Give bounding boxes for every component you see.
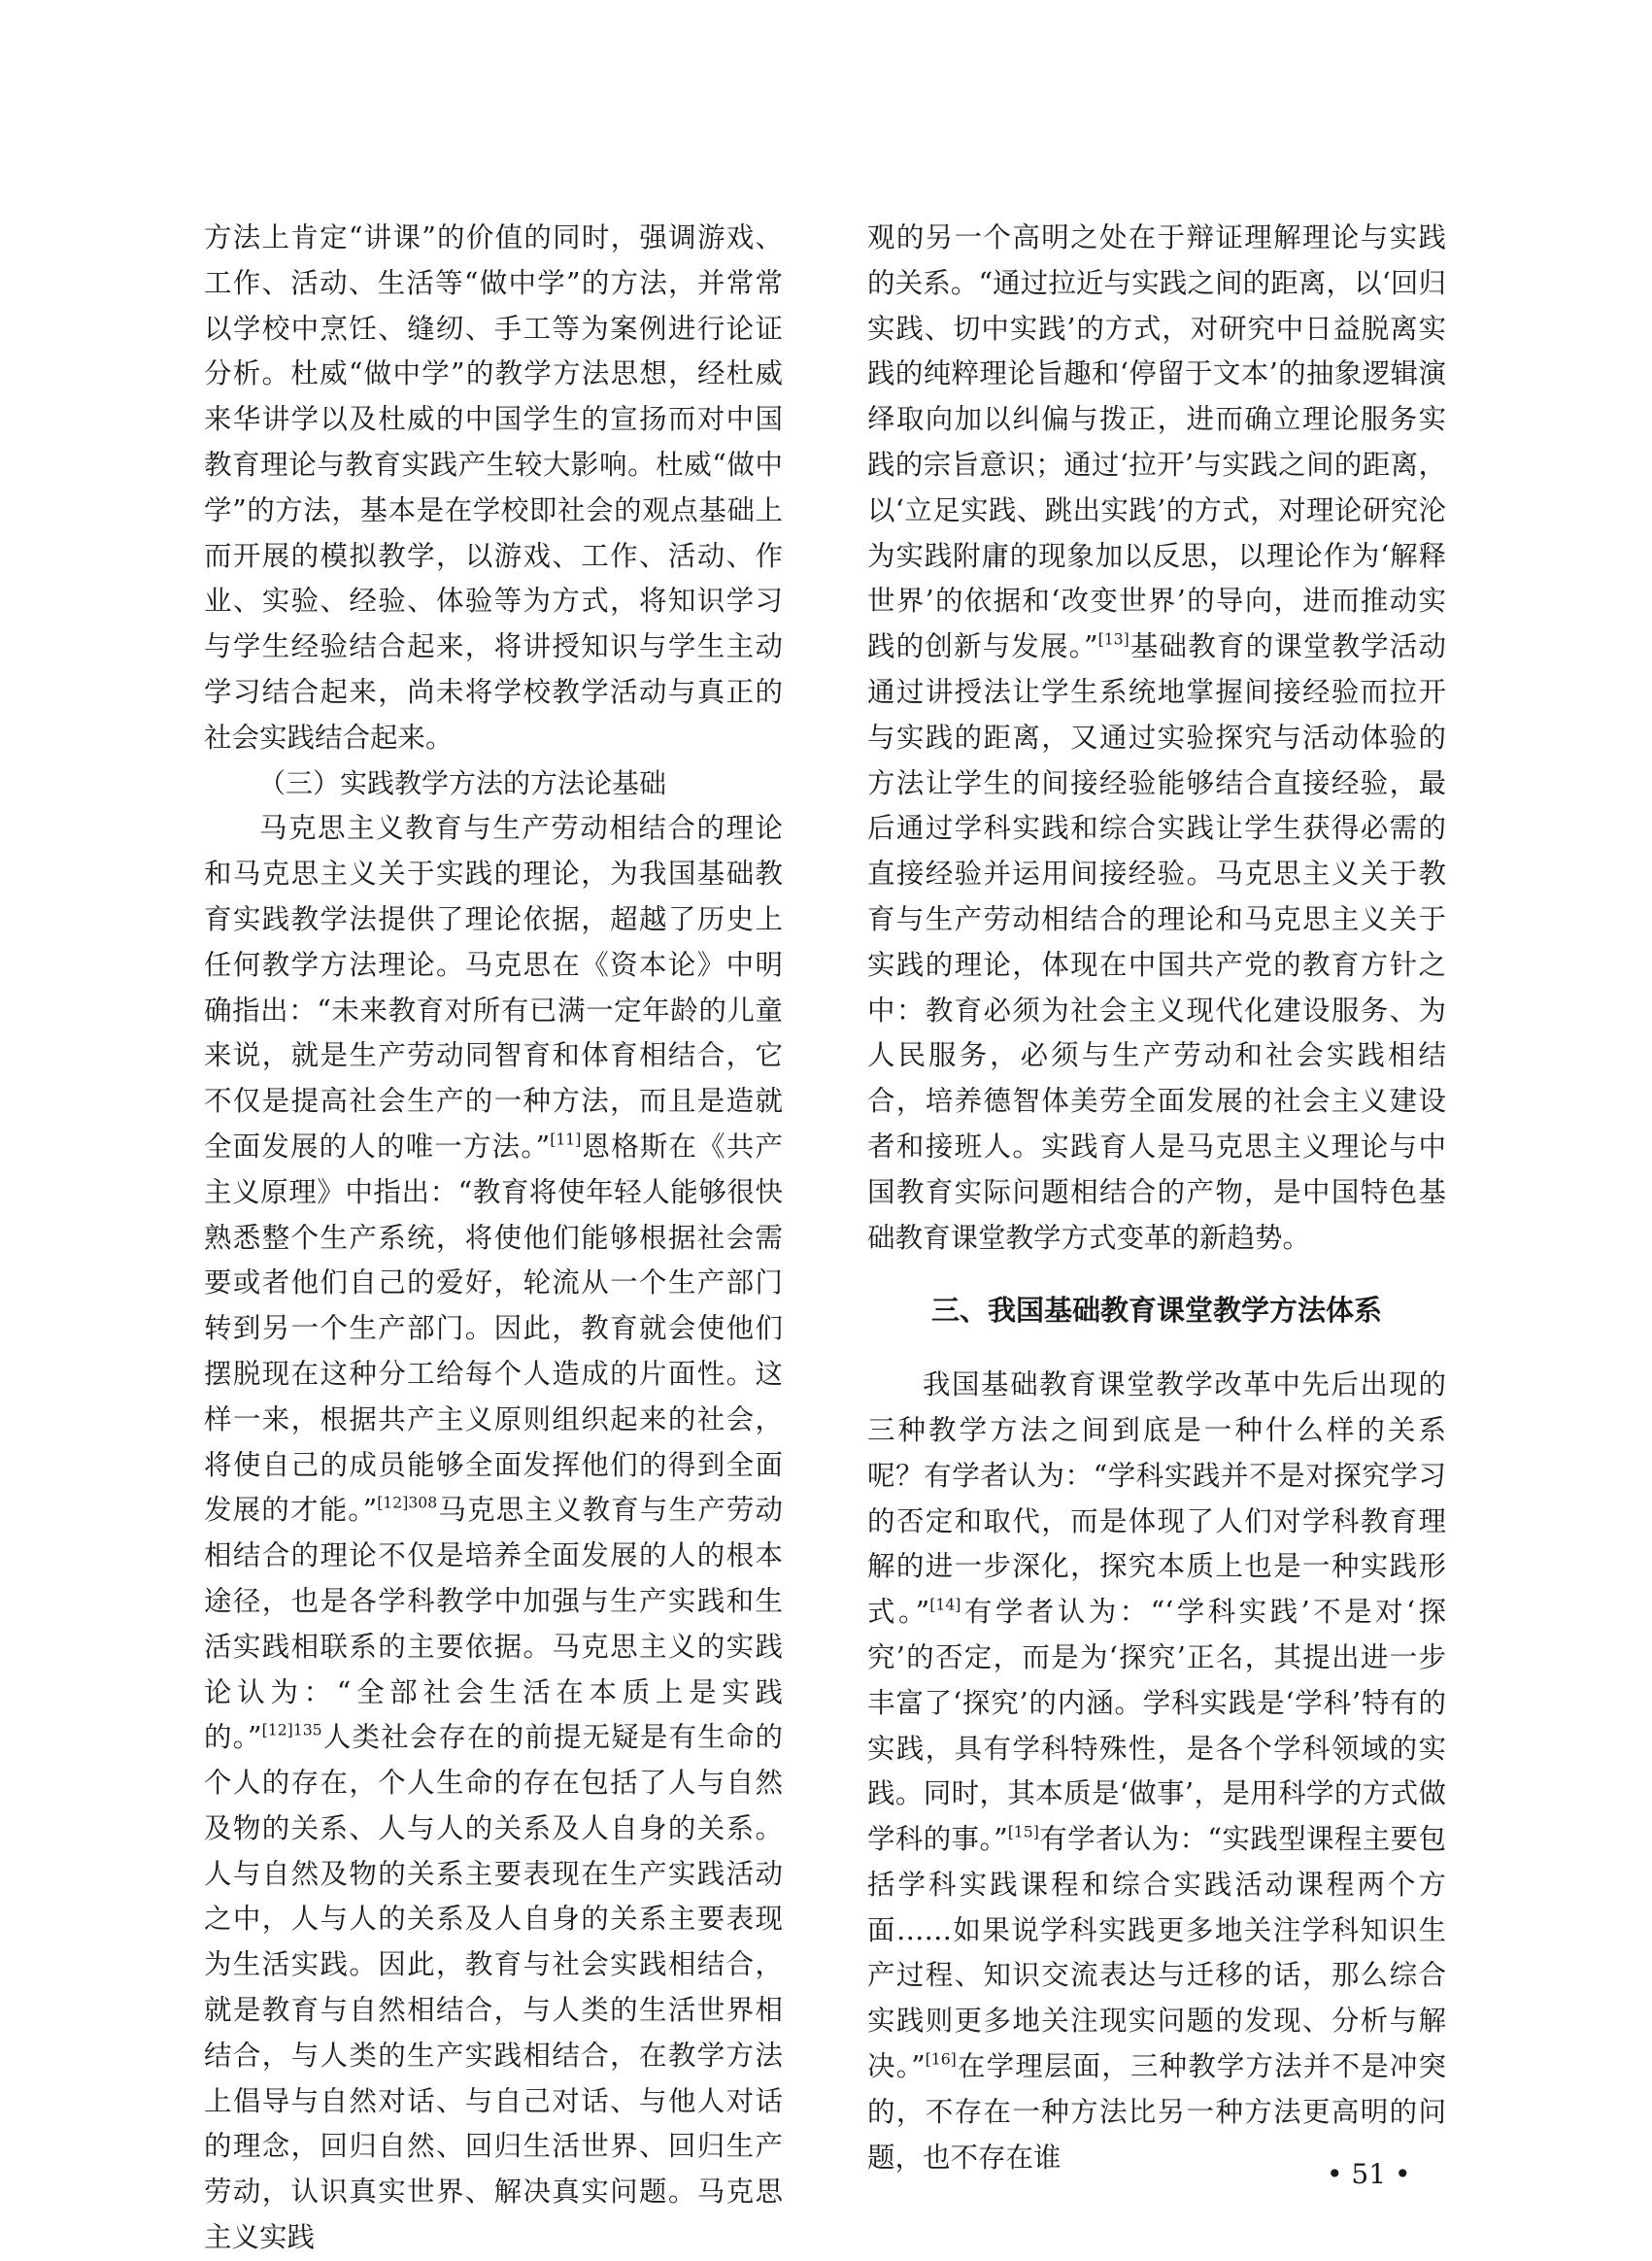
paragraph-dewey-continuation: [204, 216, 783, 761]
paragraph-text: 有学者认为：“实践型课程主要包括学科实践课程和综合实践活动课程两个方面……如果说学科实践更多地关注学科知识生产过程、知识交流表达与迁移的话，那么综合实践则更多地关注现实问题的发现、分析与解决。”: [867, 1823, 1446, 2083]
paragraph-text: 人类社会存在的前提无疑是有生命的个人的存在，个人生命的存在包括了人与自然及物的关系、人与人的关系及人自身的关系。人与自然及物的关系主要表现在生产实践活动之中，人与人的关系及人自身的关系主要表现为生活实践。因此，教育与社会实践相结合，就是教育与自然相结合，与人类的生活世界相结合，与人类的生产实践相结合，在教学方法上倡导与自然对话、与自己对话、与他人对话的理念，回归自然、回归生活世界、回归生产劳动，认识真实世界、解决真实问题。马克思主义实践: [204, 1721, 783, 2254]
citation-11: [11]: [550, 1130, 582, 1149]
citation-16: [16]: [925, 2049, 957, 2069]
left-column: [204, 216, 783, 2261]
paragraph-text: 在学理层面，三种教学方法并不是冲突的，不存在一种方法比另一种方法更高明的问题，也不存在谁: [867, 2050, 1446, 2174]
citation-13: [13]: [1097, 629, 1129, 649]
paragraph-text: 马克思主义教育与生产劳动相结合的理论不仅是培养全面发展的人的根本途径，也是各学科教学中加强与生产实践和生活实践相联系的主要依据。马克思主义的实践论认为：“全部社会生活在本质上是实践的。”: [204, 1494, 783, 1754]
paragraph-text: 恩格斯在《共产主义原理》中指出：“教育将使年轻人能够很快熟悉整个生产系统，将使他们能够根据社会需要或者他们自己的爱好，轮流从一个生产部门转到另一个生产部门。因此，教育就会使他们摆脱现在这种分工给每个人造成的片面性。这样一来，根据共产主义原则组织起来的社会，将使自己的成员能够全面发挥他们的得到全面发展的才能。”: [204, 1130, 783, 1527]
paragraph-text: 基础教育的课堂教学活动通过讲授法让学生系统地掌握间接经验而拉开与实践的距离，又通过实验探究与活动体验的方法让学生的间接经验能够结合直接经验，最后通过学科实践和综合实践让学生获得必需的直接经验并运用间接经验。马克思主义关于教育与生产劳动相结合的理论和马克思主义关于实践的理论，体现在中国共产党的教育方针之中：教育必须为社会主义现代化建设服务、为人民服务，必须与生产劳动和社会实践相结合，培养德智体美劳全面发展的社会主义建设者和接班人。实践育人是马克思主义理论与中国教育实际问题相结合的产物，是中国特色基础教育课堂教学方式变革的新趋势。: [867, 630, 1446, 1254]
citation-12-308: [12]308: [377, 1493, 438, 1512]
paragraph-text: 观的另一个高明之处在于辩证理解理论与实践的关系。“通过拉近与实践之间的距离，以‘回归实践、切中实践’的方式，对研究中日益脱离实践的纯粹理论旨趣和‘停留于文本’的抽象逻辑演绎取向加以纠偏与拨正，进而确立理论服务实践的宗旨意识；通过‘拉开’与实践之间的距离，以‘立足实践、跳出实践’的方式，对理论研究沦为实践附庸的现象加以反思，以理论作为‘解释世界’的依据和‘改变世界’的导向，进而推动实践的创新与发展。”: [867, 221, 1446, 663]
citation-12-135: [12]135: [261, 1720, 322, 1739]
citation-15: [15]: [1007, 1822, 1039, 1841]
paragraph-text: 马克思主义教育与生产劳动相结合的理论和马克思主义关于实践的理论，为我国基础教育实践教学法提供了理论依据，超越了历史上任何教学方法理论。马克思在《资本论》中明确指出：“未来教育对所有已满一定年龄的儿童来说，就是生产劳动同智育和体育相结合，它不仅是提高社会生产的一种方法，而且是造就全面发展的人的唯一方法。”: [204, 812, 783, 1163]
paragraph-text: 我国基础教育课堂教学改革中先后出现的三种教学方法之间到底是一种什么样的关系呢？有学者认为：“学科实践并不是对探究学习的否定和取代，而是体现了人们对学科教育理解的进一步深化，探究本质上也是一种实践形式。”: [867, 1368, 1446, 1629]
paragraph-method-system: [867, 1363, 1446, 2180]
paragraph-practice-view: [867, 216, 1446, 1261]
page-number: • 51 •: [1327, 2158, 1411, 2190]
right-column: [867, 216, 1446, 2180]
subsection-heading: （三）实践教学方法的方法论基础: [258, 766, 667, 799]
paragraph-marxist-theory: [204, 806, 783, 2261]
paragraph-text: 方法上肯定“讲课”的价值的同时，强调游戏、工作、活动、生活等“做中学”的方法，并常常以学校中烹饪、缝纫、手工等为案例进行论证分析。杜威“做中学”的教学方法思想，经杜威来华讲学以及杜威的中国学生的宣扬而对中国教育理论与教育实践产生较大影响。杜威“做中学”的方法，基本是在学校即社会的观点基础上而开展的模拟教学，以游戏、工作、活动、作业、实验、经验、体验等为方式，将知识学习与学生经验结合起来，将讲授知识与学生主动学习结合起来，尚未将学校教学活动与真正的社会实践结合起来。: [204, 221, 783, 754]
citation-14: [14]: [929, 1595, 961, 1614]
paragraph-text: 有学者认为：“‘学科实践’不是对‘探究’的否定，而是为‘探究’正名，其提出进一步丰富了‘探究’的内涵。学科实践是‘学科’特有的实践，具有学科特殊性，是各个学科领域的实践。同时，其本质是‘做事’，是用科学的方式做学科的事。”: [867, 1596, 1446, 1856]
section-heading: 三、我国基础教育课堂教学方法体系: [930, 1294, 1382, 1328]
